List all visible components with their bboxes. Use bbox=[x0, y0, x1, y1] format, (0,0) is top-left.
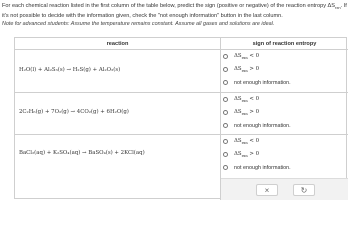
option-positive-3[interactable] bbox=[223, 150, 259, 159]
not-enough-info-label: not enough information. bbox=[234, 122, 291, 129]
option-not-enough-info-3[interactable] bbox=[223, 163, 291, 172]
reaction-1: H₂O(l) + Al₂S₃(s) → H₂S(g) + Al₂O₃(s) bbox=[19, 67, 121, 73]
radio-button[interactable] bbox=[223, 152, 228, 157]
delta-s-label: $\Delta S_{rxn} > 0$ bbox=[234, 150, 260, 159]
close-icon: × bbox=[264, 185, 270, 195]
column-header-reaction: reaction bbox=[15, 38, 221, 50]
radio-button[interactable] bbox=[223, 123, 228, 128]
delta-s-label: $\Delta S_{rxn} < 0$ bbox=[234, 137, 260, 146]
option-negative-1[interactable] bbox=[223, 52, 259, 61]
delta-s-label: $\Delta S_{rxn} < 0$ bbox=[234, 95, 260, 104]
option-not-enough-info-1[interactable] bbox=[223, 78, 291, 87]
option-positive-2[interactable] bbox=[223, 108, 259, 117]
clear-button[interactable] bbox=[256, 184, 278, 196]
radio-button[interactable] bbox=[223, 67, 228, 72]
retry-button[interactable] bbox=[293, 184, 315, 196]
radio-button[interactable] bbox=[223, 97, 228, 102]
delta-s-label: $\Delta S_{rxn} < 0$ bbox=[234, 52, 260, 61]
undo-icon: ↻ bbox=[300, 185, 308, 195]
option-positive-1[interactable] bbox=[223, 65, 259, 74]
instructions-line: For each chemical reaction listed in the first column of the table below, predict the sign (positive or negative) of the reaction entropy ΔS bbox=[2, 3, 336, 9]
reaction-2: 2C₂H₆(g) + 7O₂(g) → 4CO₂(g) + 6H₂O(g) bbox=[19, 109, 129, 115]
radio-button[interactable] bbox=[223, 80, 228, 85]
instructions-line-post: . If it's not possible to decide with the information given, check the "not enough information" button in the last column. bbox=[2, 3, 347, 20]
not-enough-info-label: not enough information. bbox=[234, 79, 291, 86]
instructions-sub: rxn bbox=[335, 5, 341, 11]
radio-button[interactable] bbox=[223, 139, 228, 144]
note-text: Note for advanced students: Assume the temperature remains constant. Assume all gases and solutions are ideal. bbox=[2, 21, 275, 27]
delta-s-label: $\Delta S_{rxn} > 0$ bbox=[234, 108, 260, 117]
reaction-3: BaCl₂(aq) + K₂SO₄(aq) → BaSO₄(s) + 2KCl(aq) bbox=[19, 150, 145, 156]
column-header-sign: sign of reaction entropy bbox=[221, 38, 348, 50]
button-bar bbox=[221, 178, 348, 200]
option-negative-3[interactable] bbox=[223, 137, 259, 146]
reaction-table bbox=[14, 37, 347, 199]
row-divider bbox=[15, 92, 348, 93]
not-enough-info-label: not enough information. bbox=[234, 164, 291, 171]
radio-button[interactable] bbox=[223, 110, 228, 115]
option-not-enough-info-2[interactable] bbox=[223, 121, 291, 130]
instructions-text bbox=[2, 2, 348, 20]
delta-s-label: $\Delta S_{rxn} > 0$ bbox=[234, 65, 260, 74]
row-divider bbox=[15, 134, 348, 135]
option-negative-2[interactable] bbox=[223, 95, 259, 104]
radio-button[interactable] bbox=[223, 165, 228, 170]
radio-button[interactable] bbox=[223, 54, 228, 59]
